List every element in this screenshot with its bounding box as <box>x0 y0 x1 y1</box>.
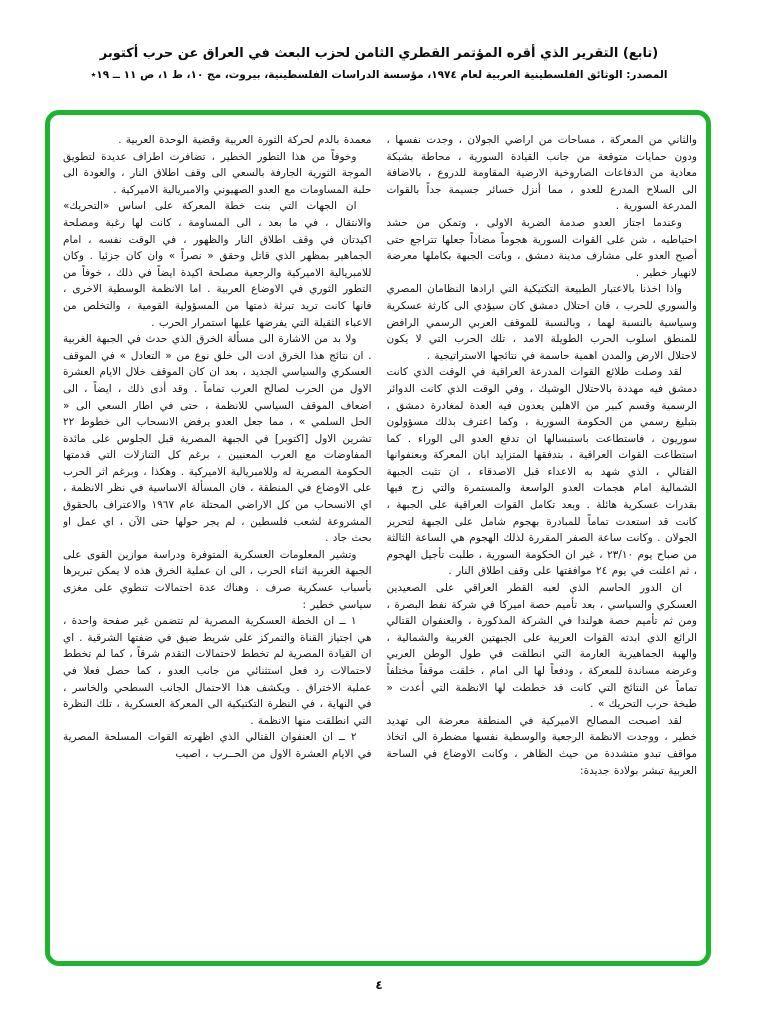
paragraph: معمدة بالدم لحركة الثورة العربية وقضية الوحدة العربية . <box>118 134 372 146</box>
paragraph: لقد وصلت طلائع القوات المدرعة العراقية في الوقت الذي كانت دمشق فيه مهددة بالاحتلال الوشيك ، وفي الوقت الذي كانت الدوائر الرسمية وقسم كبير من الاهلين يعدون فيه العدة لمغادرة دمشق ، بتبليغ رسمي من الحكومة السورية ، وكما اعترف بذلك مسؤولون سوريون ، فاستطاعت باستبسالها ان تدفع العدو الى الوراء . كما استطاعت القوات العراقية ، بتدفقها المتزايد ابان المعركة وبعنفوانها القتالي ، الذي شهد به الاعداء قبل الاصدقاء ، ان تثبت الجبهة الشمالية امام هجمات العدو الواسعة والمستمرة والتي زج فيها بقدرات عسكرية هائلة . وبعد تكامل القوات العراقية على الجبهة ، كانت قد استعدت تماماً للمبادرة بهجوم شامل على الجبهة لتحرير الجولان . وكانت ساعة الصفر المقررة لذلك الهجوم هي الساعة الثالثة من صباح يوم ٢٣/١٠ ، غير ان الحكومة السورية ، طلبت تأجيل الهجوم ، ثم اعلنت في يوم ٢٤ موافقتها على وقف اطلاق النار . <box>386 366 697 578</box>
paragraph: ولا بد من الاشارة الى مسألة الخرق الذي حدث في الجبهة الغربية . ان نتائج هذا الخرق ادت الى خلق نوع من « التعادل » في الموقف العسكري والسياسي الجديد ، بعد ان كان الموقف خلال الايام العشرة الاول من الحرب لصالح العرب تماماً . وقد أدى ذلك ، ايضاً ، الى اضعاف الموقف السياسي للانظمة ، حتى في اطار السعي الى « الحل السلمي » ، مما جعل العدو يرفض الانسحاب الى خطوط ٢٢ تشرين الاول [اكتوبر] في الجبهة المصرية قبل الجلوس على مائدة المفاوضات مع العرب المعنيين ، برغم كل التنازلات التي قدمتها الحكومة المصرية له وللامبريالية الاميركية . وهكذا ، وبرغم اثر الحرب على الاوضاع في المنطقة ، فان المسألة الاساسية في نظر الانظمة ، اي الانسحاب من كل الاراضي المحتلة عام ١٩٦٧ والاعتراف بالحقوق المشروعة لشعب فلسطين ، لم يجر حولها حتى الآن ، اي عمل او بحث جاد . <box>63 333 372 545</box>
highlight-border <box>45 110 711 966</box>
paragraph: واذا اخذنا بالاعتبار الطبيعة التكتيكية التي ارادها النظامان المصري والسوري للحرب ، فان احتلال دمشق كان سيؤدي الى كارثة عسكرية وسياسية بالنسبة لهما ، وبالنسبة للموقف العربي الرسمي الرافض للمنطق اسلوب الحرب الطويلة الامد ، تلك الحرب التي لا يكون لاحتلال الارض والمدن اهمية حاسمة في نتائجها الاستراتيجية . <box>386 283 697 362</box>
right-column <box>387 132 698 961</box>
paragraph: وخوفاً من هذا التطور الخطير ، تضافرت اطراف عديدة لتطويق الموجة الثورية الجارفة بالسعي الى وقف اطلاق النار ، والعودة الى حلبة المساومات مع العدو الصهيوني والامبريالية الاميركية . <box>63 150 372 196</box>
source-citation: المصدر: الوثائق الفلسطينية العربية لعام ١٩٧٤، مؤسسة الدراسات الفلسطينية، بيروت، مج ١٠، ط ١، ص ١١ ــ ١٩٭ <box>90 69 668 81</box>
page-number: ٤ <box>375 978 383 992</box>
left-column <box>63 132 372 961</box>
text-columns <box>50 115 706 961</box>
paragraph: وتشير المعلومات العسكرية المتوفرة ودراسة موازين القوى على الجبهة الغربية اثناء الحرب ، الى ان عملية الخرق هذه لا يمكن تبريرها بأسباب عسكرية صرف . وهناك عدة احتمالات تنطوي على مغزى سياسي خطير : <box>63 548 372 611</box>
page-header <box>0 46 758 81</box>
paragraph: ٢ ــ ان العنفوان القتالي الذي اظهرته القوات المسلحة المصرية في الايام العشرة الاول من الحــرب ، اصيب <box>63 731 372 760</box>
paragraph: ان الجهات التي بنت خطة المعركة على اساس «التحريك» والانتقال ، في ما بعد ، الى المساومة ، كانت لها رغبة ومصلحة اكيدتان في وقف اطلاق النار والظهور ، في الوقت نفسه ، امام الجماهير بمظهر الذي قاتل وحقق « نصراً » وان كان جزئيا . وكان للامبريالية الاميركية والرجعية مصلحة اكيدة ايضاً في ذلك ، خوفاً من التطور الثوري في الاوضاع العربية . اما الانظمة الوسطية الاخرى ، فانها كانت تريد تبرئة ذمتها من المسؤولية القومية ، والتخلص من الاعباء الثقيلة التي يفرضها عليها استمرار الحرب . <box>63 200 372 329</box>
paragraph: والثاني من المعركة ، مساحات من اراضي الجولان ، وجدت نفسها ، ودون حمايات متوقعة من جانب القيادة السورية ، محاطة بشبكة معادية من الدفاعات الصاروخية الارضية المقاومة للدروع ، بالاضافة الى السلاح المدرع للعدو ، مما أنزل خسائر جسيمة جداً بالقوات المدرعة السورية . <box>386 134 697 213</box>
paragraph: لقد اصبحت المصالح الاميركية في المنطقة معرضة الى تهديد خطير ، ووجدت الانظمة الرجعية والوسطية نفسها مضطرة الى اتخاذ مواقف تبدو متشددة من حيث الظاهر ، وكانت الاوضاع في الساحة العربية تبشر بولادة جديدة: <box>386 714 697 777</box>
paragraph: ١ ــ ان الخطة العسكرية المصرية لم تتضمن غير صفحة واحدة ، هي اجتياز القناة والتمركز على شريط ضيق في ضفتها الشرقية . اي ان القيادة المصرية لم تخطط لاحتمالات التقدم شرقاً ، كما لم تخطط لاحتمالات رد فعل استثنائي من جانب العدو ، كما حصل فعلا في عملية الاختراق . ويكشف هذا الاحتمال الجانب السطحي والخاسر ، في النهاية ، في النظرة التكتيكية الى المعركة العسكرية ، تلك النظرة التي انطلقت منها الانظمة . <box>63 615 372 727</box>
paragraph: ان الدور الحاسم الذي لعبه القطر العراقي على الصعيدين العسكري والسياسي ، بعد تأميم حصة اميركا في شركة نفط البصرة ، ومن ثم تأميم حصة هولندا في الشركة المذكورة ، والعنفوان القتالي الرائع الذي ابدته القوات العربية على الجبهتين الغربية والشمالية ، والهبة الجماهيرية العارمة التي انطلقت في طول الوطن العربي وعرضه مساندة للمعركة ، ودفعاً لها الى امام ، خلقت موقفاً مختلفاً تماماً عن النتائج التي كانت قد خططت لها الانظمة التي أعدت « طبخة حرب التحريك » . <box>386 582 697 711</box>
paragraph: وعندما اجتاز العدو صدمة الضربة الاولى ، وتمكن من حشد احتياطيه ، شن على القوات السورية هجوماً مضاداً جعلها تتراجع حتى أصبح العدو على مشارف مدينة دمشق ، وباتت الجبهة بكاملها معرضة لانهيار خطير . <box>386 216 697 279</box>
document-title: (تابع) التقرير الذي أقره المؤتمر القطري الثامن لحزب البعث في العراق عن حرب أكتوبر <box>99 46 659 61</box>
